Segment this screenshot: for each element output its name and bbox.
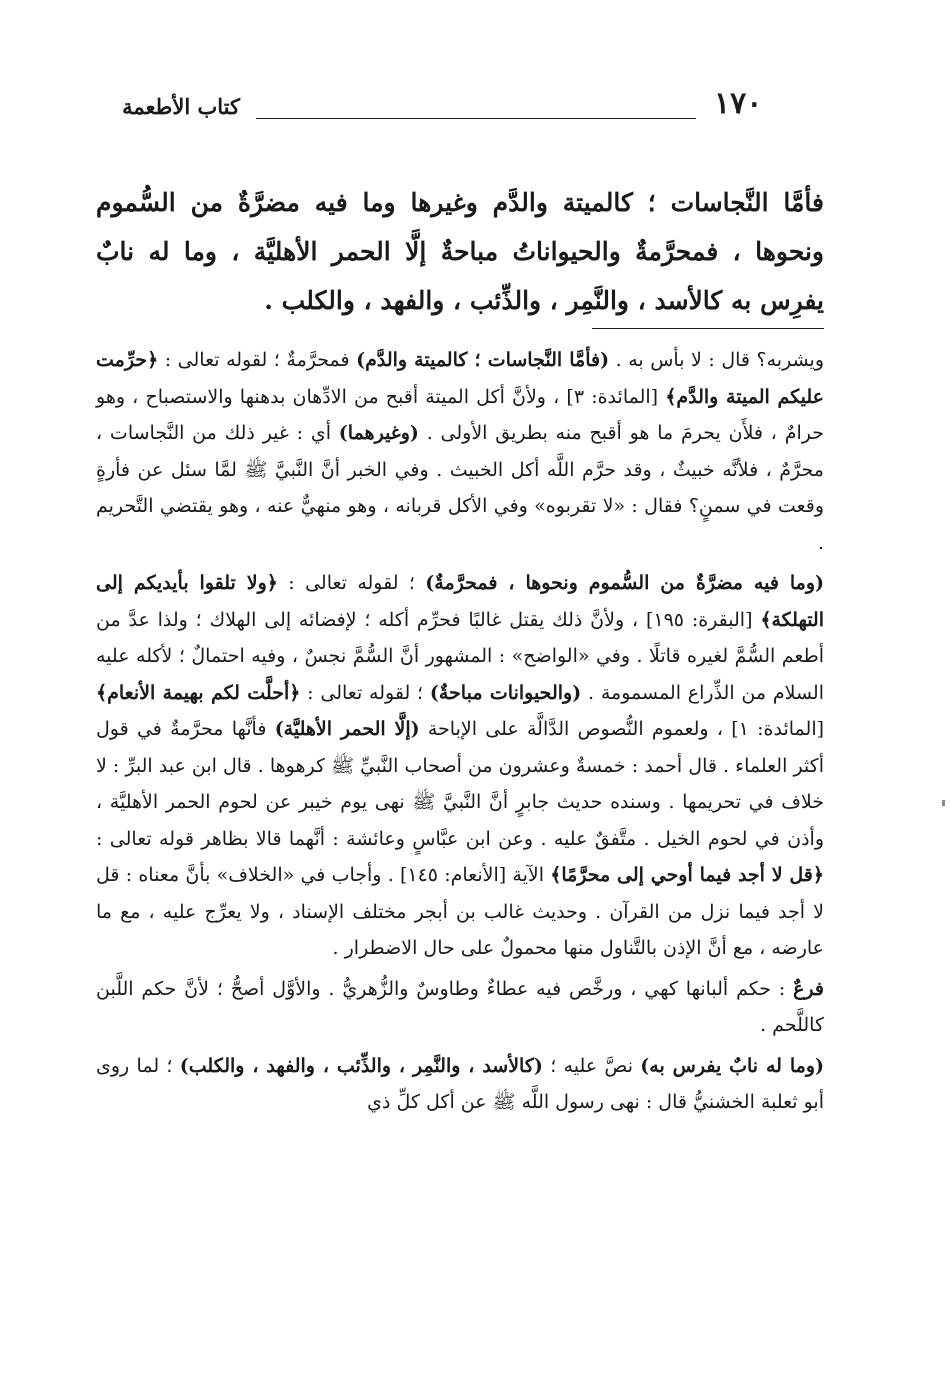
commentary-text: [المائدة: ١] ، ولعموم النُّصوص الدَّالَّة على الإباحة: [419, 718, 825, 740]
bold-quote: (وما له نابٌ يفرس به): [640, 1054, 824, 1077]
footnote-separator: [592, 328, 824, 329]
bold-quote: (إلَّا الحمر الأهليَّة): [274, 718, 420, 740]
commentary: [96, 342, 824, 1125]
commentary-paragraph: [96, 971, 824, 1044]
header-rule: [256, 118, 696, 119]
commentary-text: [المائدة: ٣] ، ولأنَّ أكل الميتة أقبح من الادِّهان بدهنها والاستصباح ، وهو حرامٌ ، فلأَن يحرمَ ما هو أقبح منه بطريق الأولى .: [96, 385, 824, 444]
bold-quote: (كالأسد ، والنَّمِر ، والذِّئب ، والفهد ، والكلب): [179, 1054, 543, 1077]
quran-verse: ﴿ولا تلقوا بأيديكم إلى التهلكة﴾: [96, 572, 825, 631]
quran-verse: ﴿أحلَّت لكم بهيمة الأنعام﴾: [96, 681, 301, 704]
commentary-text: نصَّ عليه ؛: [542, 1054, 641, 1077]
bold-quote: (وغيرهما): [338, 422, 419, 444]
commentary-text: ؛ لقوله تعالى :: [277, 572, 426, 594]
commentary-text: ؛ لما روى أبو ثعلبة الخشنيُّ قال : نهى رسول اللَّه ﷺ عن أكل كلِّ ذي: [96, 1054, 824, 1113]
far-heading: فرعٌ: [793, 977, 824, 1000]
commentary-paragraph: [96, 342, 824, 561]
bold-quote: (والحيوانات مباحةٌ): [429, 681, 582, 704]
commentary-text: فأنَّها محرَّمةٌ في قول أكثر العلماء . قال أحمد : خمسةٌ وعشرون من أصحاب النَّبيِّ ﷺ كرهوها . قال ابن عبد البرِّ : لا خلاف في تحريمها . وسنده حديث جابرٍ أنَّ النَّبيَّ ﷺ نهى يوم خيبر عن لحوم الحمر الأهليَّة ، وأذن في لحوم الخيل . متَّفقٌ عليه . وعن ابن عبَّاسٍ وعائشة : أنَّهما قالا بظاهر قوله تعالى :: [96, 718, 824, 850]
commentary-text: الآية [الأنعام: ١٤٥] . وأجاب في «الخلاف» بأنَّ معناه : قل لا أجد فيما نزل من القرآن . وحديث غالب بن أبجر مختلف الإسناد ، ولا يعرِّج عليه ، مع ما عارضه ، مع أنَّ الإذن بالتَّناول منها محمولٌ على حال الاضطرار .: [96, 864, 824, 959]
commentary-text: : حكم ألبانها كهي ، ورخَّص فيه عطاءٌ وطاوسٌ والزُّهريُّ . والأوَّل أصحُّ ؛ لأنَّ حكم اللَّبن كاللَّحم .: [96, 977, 824, 1036]
bold-quote: (فأمَّا النَّجاسات ؛ كالميتة والدَّم): [356, 349, 610, 371]
commentary-text: [البقرة: ١٩٥] ، ولأنَّ ذلك يقتل غالبًا فحرِّم أكله ؛ لإفضائه إلى الهلاك ؛ ولذا عدَّ من أطعم السُّمَّ لغيره قاتلًا . وفي «الواضح» : المشهور أنَّ السُّمَّ نجسٌ ، وفيه احتمالٌ ؛ لأكله عليه السلام من الذِّراع المسمومة .: [96, 608, 824, 704]
commentary-paragraph: [96, 1048, 824, 1121]
page-number: ١٧٠: [714, 86, 763, 121]
bold-quote: (وما فيه مضرَّةٌ من السُّموم ونحوها ، فمحرَّمةٌ): [425, 572, 825, 594]
commentary-text: ويشربه؟ قال : لا بأس به .: [609, 349, 824, 371]
commentary-text: فمحرَّمةٌ ؛ لقوله تعالى :: [158, 349, 357, 371]
quran-verse: ﴿حرِّمت عليكم الميتة والدَّم﴾: [96, 349, 824, 408]
commentary-paragraph: [96, 565, 824, 967]
running-title: كتاب الأطعمة: [122, 94, 240, 119]
main-text: فأمَّا النَّجاسات ؛ كالميتة والدَّم وغيرها وما فيه مضرَّةٌ من السُّموم ونحوها ، فمحرَّمةٌ والحيواناتُ مباحةٌ إلَّا الحمر الأهليَّة ، وما له نابٌ يفرِس به كالأسد ، والنَّمِر ، والذِّئب ، والفهد ، والكلب .: [96, 188, 824, 315]
commentary-text: أي : غير ذلك من النَّجاسات ، محرَّمٌ ، فلأنَّه خبيثٌ ، وقد حرَّم اللَّه أكل الخبيث . وفي الخبر أنَّ النَّبيَّ ﷺ لمَّا سئل عن فأرةٍ وقعت في سمنٍ؟ فقال : «لا تقربوه» وفي الأكل قربانه ، وهو منهيٌّ عنه ، وهو يقتضي التَّحريم .: [96, 422, 824, 554]
quran-verse: ﴿قل لا أجد فيما أوحي إلى محرَّمًا﴾: [550, 864, 824, 886]
margin-mark: [942, 800, 945, 806]
commentary-text: ؛ لقوله تعالى :: [300, 681, 430, 704]
